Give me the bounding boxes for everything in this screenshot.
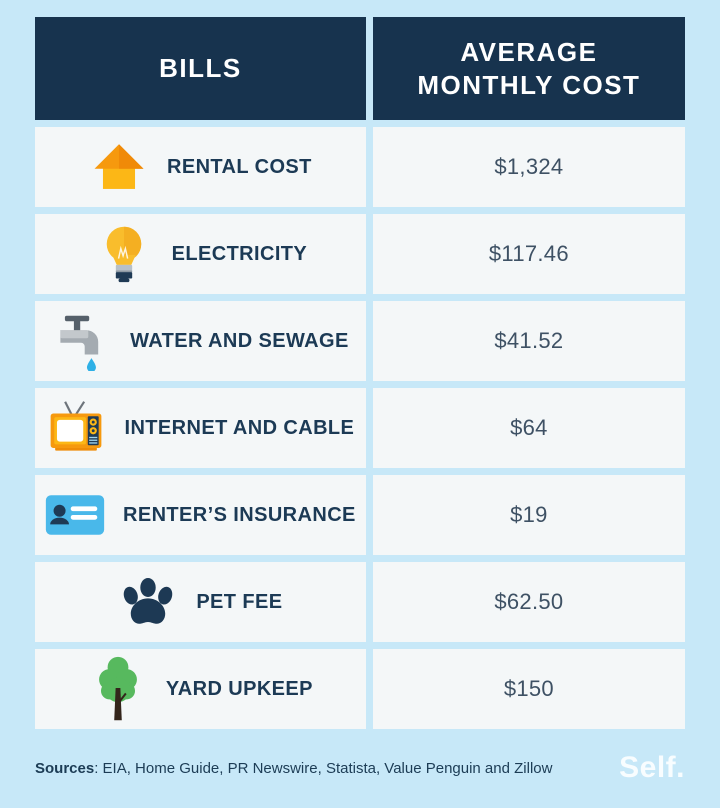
bill-label: ELECTRICITY xyxy=(171,242,308,265)
house-icon xyxy=(89,129,149,205)
faucet-icon xyxy=(52,303,112,379)
row-renters-insurance xyxy=(35,475,366,555)
self-logo: Self. xyxy=(619,751,685,784)
bill-label: RENTER’S INSURANCE xyxy=(123,503,356,526)
row-electricity xyxy=(35,214,366,294)
value-electricity: $117.46 xyxy=(373,214,685,294)
tv-icon xyxy=(46,390,106,466)
header-bills-label: BILLS xyxy=(159,53,242,84)
lightbulb-icon xyxy=(94,216,154,292)
value-water-and-sewage: $41.52 xyxy=(373,301,685,381)
row-yard-upkeep xyxy=(35,649,366,729)
bills-table xyxy=(35,17,685,729)
bill-label: YARD UPKEEP xyxy=(165,677,313,700)
row-internet-and-cable xyxy=(35,388,366,468)
paw-icon xyxy=(118,564,178,640)
row-pet-fee xyxy=(35,562,366,642)
bill-label: WATER AND SEWAGE xyxy=(130,329,349,352)
bill-label: PET FEE xyxy=(196,590,283,613)
id-card-icon xyxy=(45,477,105,553)
value-internet-and-cable: $64 xyxy=(373,388,685,468)
bill-label: INTERNET AND CABLE xyxy=(124,416,355,439)
header-average-monthly-cost xyxy=(373,17,685,120)
sources-text: : EIA, Home Guide, PR Newswire, Statista, Value Penguin and Zillow xyxy=(94,759,553,777)
row-water-and-sewage xyxy=(35,301,366,381)
header-bills xyxy=(35,17,366,120)
bill-label: RENTAL COST xyxy=(167,155,312,178)
row-rental-cost xyxy=(35,127,366,207)
value-pet-fee: $62.50 xyxy=(373,562,685,642)
footer xyxy=(35,751,685,785)
value-rental-cost: $1,324 xyxy=(373,127,685,207)
value-yard-upkeep: $150 xyxy=(373,649,685,729)
value-renters-insurance: $19 xyxy=(373,475,685,555)
sources-label: Sources xyxy=(35,759,95,777)
header-cost-label: AVERAGE MONTHLY COST xyxy=(417,37,641,100)
sources-line xyxy=(35,760,552,777)
tree-icon xyxy=(88,651,148,727)
